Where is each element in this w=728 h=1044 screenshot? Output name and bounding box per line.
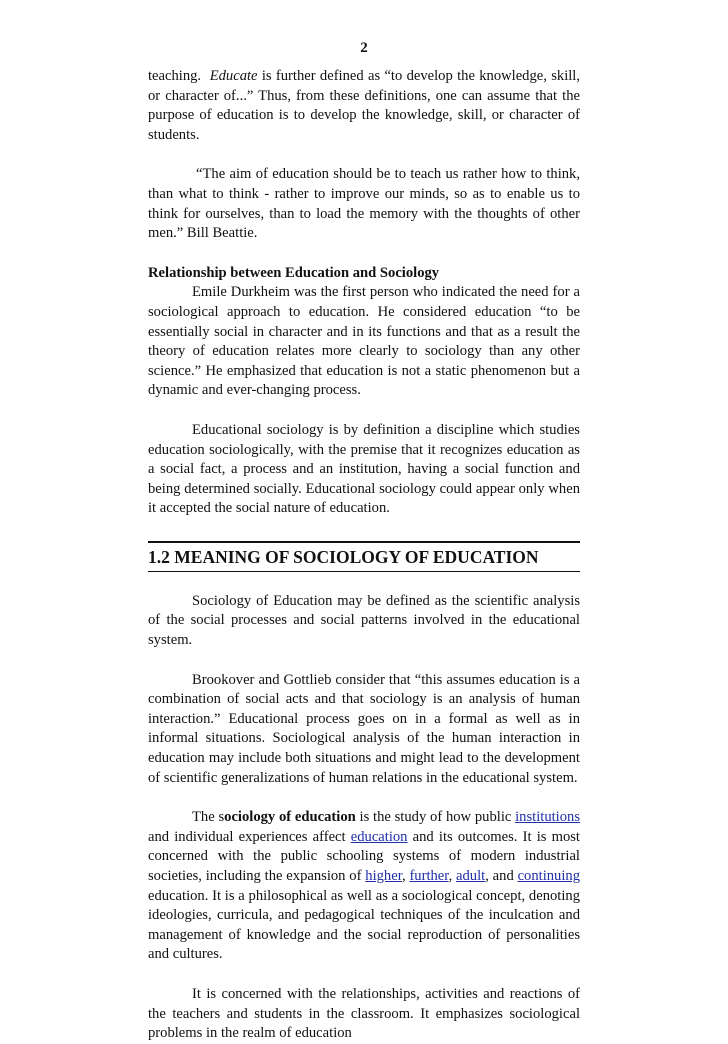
paragraph-classroom: It is concerned with the relationships, activities and reactions of the teachers and students in the classroom. It emphasizes sociological problems in the realm of education	[148, 985, 580, 1042]
text-span: and its outcomes. It is most concerned with the public schooling systems of modern industrial societies, including the expansion of	[148, 828, 580, 884]
quote-bill-beattie: “The aim of education should be to teach us rather how to think, than what to think - rather to improve our minds, so as to enable us to think for ourselves, than to load the memory with the thoughts of other men.” Bill Beattie.	[148, 166, 580, 242]
italic-term: Educate	[209, 68, 258, 84]
link-continuing[interactable]: continuing	[517, 868, 581, 884]
link-further[interactable]: further	[409, 868, 449, 884]
text-span: education. It is a philosophical as well as a sociological concept, denoting ideologies, curricula, and pedagogical techniques of the inculcation and management of knowledge and the social reproduction of personalities and cultures.	[148, 887, 580, 963]
text-span: is the study of how public	[355, 809, 516, 826]
text-span: teaching.	[148, 68, 202, 84]
link-education[interactable]: education	[350, 828, 408, 845]
heading-relationship: Relationship between Education and Sociology	[148, 264, 440, 281]
section-heading: 1.2 MEANING OF SOCIOLOGY OF EDUCATION	[148, 541, 580, 572]
paragraph-sociology-of-education	[148, 808, 580, 965]
paragraph-educational-sociology: Educational sociology is by definition a discipline which studies education sociologically, with the premise that it recognizes education as a social fact, a process and an institution, having a social function and being determined socially. Educational sociology could appear only when it accepted the social nature of education.	[148, 421, 580, 517]
paragraph-durkheim: Emile Durkheim was the first person who indicated the need for a sociological approach to education. He considered education “to be essentially social in character and in its functions and that as a result the theory of education relates more clearly to sociology than any other science.” He emphasized that education is not a static phenomenon but a dynamic and ever-changing process.	[148, 284, 580, 399]
paragraph-definition: Sociology of Education may be defined as the scientific analysis of the social processes and social patterns involved in the educational system.	[148, 592, 580, 649]
text-span: The s	[192, 809, 225, 826]
paragraph-brookover: Brookover and Gottlieb consider that “this assumes education is a combination of social acts and that sociology is an analysis of human interaction.” Educational process goes on in a formal as well as in informal situations. Sociological analysis of the human interaction in education may include both situations and might lead to the development of scientific generalizations of human relations in the educational system.	[148, 671, 580, 786]
document-body	[148, 67, 580, 1044]
page-number: 2	[360, 40, 368, 56]
link-institutions[interactable]: institutions	[515, 809, 580, 826]
text-span: ,	[401, 868, 410, 884]
link-adult[interactable]: adult	[456, 868, 486, 884]
text-span: , and	[485, 868, 518, 884]
link-higher[interactable]: higher	[365, 868, 402, 884]
text-span: is further defined as “to develop the knowledge, skill, or character of...” Thus, from these definitions, one can assume that the purpose of education is to develop the knowledge, skill, or character of students.	[148, 68, 580, 143]
paragraph-educate-definition	[148, 67, 580, 145]
text-span: ,	[448, 868, 457, 884]
bold-term: ociology of education	[224, 809, 356, 826]
text-span: and individual experiences affect	[148, 828, 351, 845]
